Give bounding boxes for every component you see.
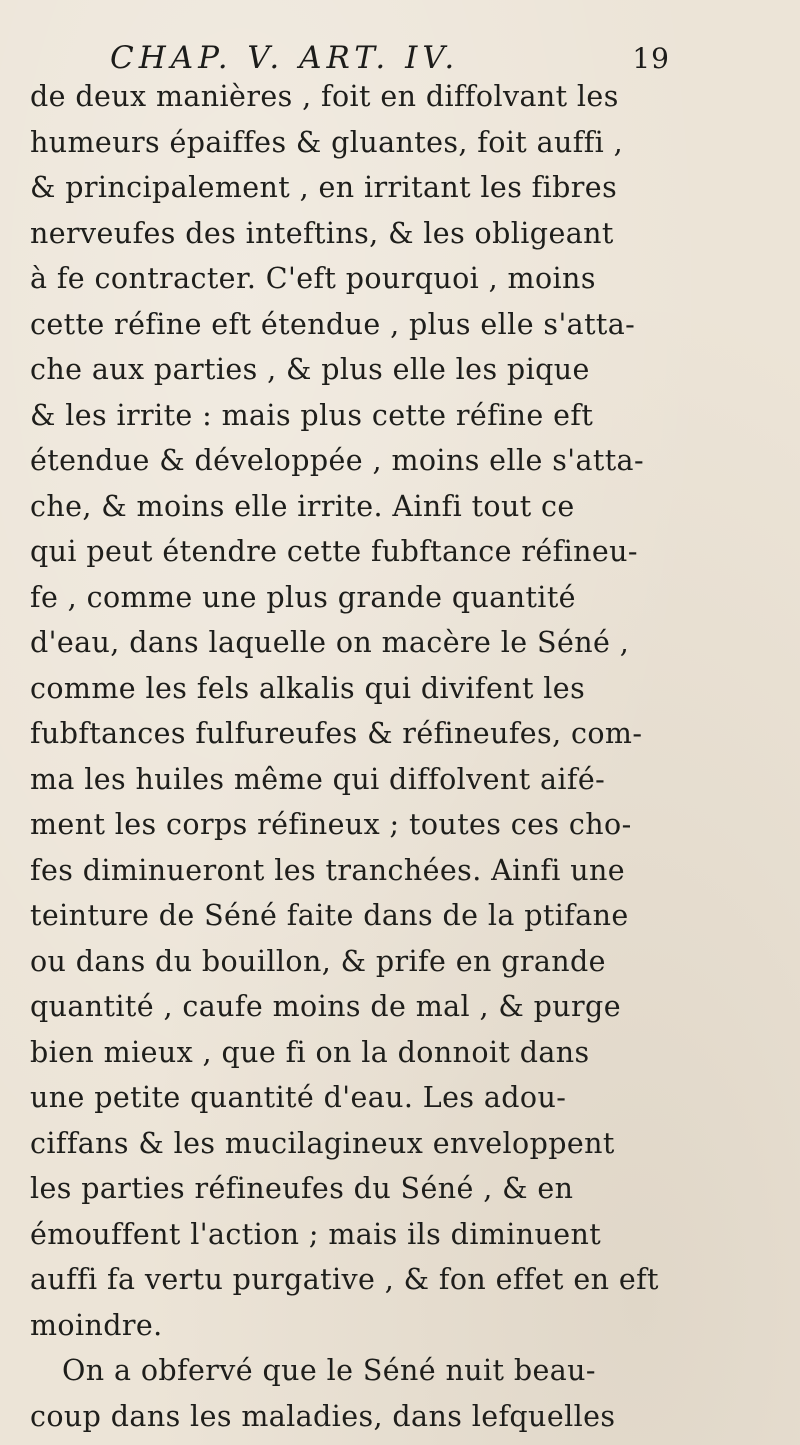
text-line: nerveufes des inteftins, & les obligeant — [30, 216, 614, 250]
text-line: étendue & développée , moins elle s'atta- — [30, 444, 644, 477]
paragraph-start-line: On a obfervé que le Séné nuit beau- — [62, 1354, 596, 1387]
text-line: quantité , caufe moins de mal , & purge — [30, 990, 621, 1023]
text-line: fubftances fulfureufes & réfineufes, com- — [30, 717, 643, 750]
text-line: comme les fels alkalis qui divifent les — [30, 671, 586, 705]
text-line: coup dans les maladies, dans lefquelles — [30, 1399, 616, 1433]
text-line: & les irrite : mais plus cette réfine eft — [30, 398, 594, 432]
text-line: teinture de Séné faite dans de la ptifane — [30, 899, 629, 932]
text-line: fes diminueront les tranchées. Ainfi une — [30, 853, 626, 887]
text-line: ma les huiles même qui diffolvent aifé- — [30, 762, 606, 796]
text-line: qui peut étendre cette fubftance réfineu- — [30, 535, 638, 568]
text-line: & principalement , en irritant les fibres — [30, 171, 618, 204]
text-line: ment les corps réfineux ; toutes ces cho- — [30, 808, 632, 841]
text-line: auffi fa vertu purgative , & fon effet en eft — [30, 1263, 659, 1296]
text-line: ciffans & les mucilagineux enveloppent — [30, 1126, 615, 1160]
text-line: che aux parties , & plus elle les pique — [30, 353, 590, 386]
page-number: 19 — [632, 42, 670, 75]
body-text — [30, 74, 770, 1439]
text-line: fe , comme une plus grande quantité — [30, 580, 576, 614]
text-line: humeurs épaiffes & gluantes, foit auffi , — [30, 125, 624, 159]
text-line: moindre. — [30, 1308, 163, 1342]
text-line: émouffent l'action ; mais ils diminuent — [30, 1217, 602, 1251]
text-line: bien mieux , que fi on la donnoit dans — [30, 1035, 590, 1069]
text-line: les parties réfineufes du Séné , & en — [30, 1172, 574, 1205]
text-line: d'eau, dans laquelle on macère le Séné , — [30, 626, 630, 659]
text-line: ou dans du bouillon, & prife en grande — [30, 944, 606, 978]
text-line: une petite quantité d'eau. Les adou- — [30, 1081, 567, 1114]
text-line: che, & moins elle irrite. Ainfi tout ce — [30, 489, 575, 523]
text-line: à fe contracter. C'eft pourquoi , moins — [30, 262, 596, 295]
text-line: cette réfine eft étendue , plus elle s'atta- — [30, 307, 636, 341]
running-head: CHAP. V. ART. IV. — [110, 40, 460, 76]
text-line: de deux manières , foit en diffolvant les — [30, 80, 619, 113]
